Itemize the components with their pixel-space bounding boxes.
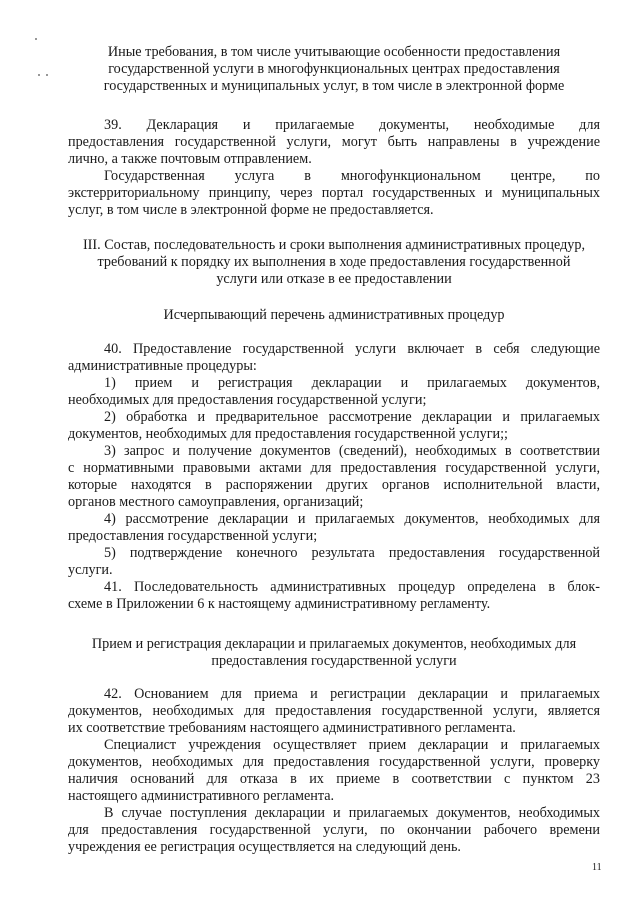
heading-line: III. Состав, последовательность и сроки выполнения административных процедур, xyxy=(82,237,586,253)
heading-line: государственной услуги в многофункциональных центрах предоставления xyxy=(108,61,560,77)
paragraph-line: наличия оснований для отказа в их приеме в соответствии с пунктом 23 xyxy=(68,771,600,787)
list-item-line: документов, необходимых для предоставления государственной услуги;; xyxy=(68,426,509,442)
paragraph-line: их соответствие требованиям настоящего административного регламента. xyxy=(68,720,516,736)
paragraph-line: документов, необходимых для предоставления государственной услуги, является xyxy=(68,703,600,719)
paragraph-line: административные процедуры: xyxy=(68,358,257,374)
list-item-line: 5) подтверждение конечного результата предоставления государственной xyxy=(104,545,600,561)
scan-speck xyxy=(35,38,37,40)
paragraph-line: услуг, в том числе в электронной форме не предоставляется. xyxy=(68,202,434,218)
list-item-line: необходимых для предоставления государственной услуги; xyxy=(68,392,427,408)
heading-line: Прием и регистрация декларации и прилагаемых документов, необходимых для xyxy=(91,636,577,652)
list-item-line: 1) прием и регистрация декларации и прилагаемых документов, xyxy=(104,375,600,391)
list-item-line: услуги. xyxy=(68,562,113,578)
paragraph-line: 41. Последовательность административных процедур определена в блок- xyxy=(104,579,600,595)
paragraph-line: схеме в Приложении 6 к настоящему административному регламенту. xyxy=(68,596,491,612)
paragraph-40-41 xyxy=(68,341,600,613)
paragraph-line: 39. Декларация и прилагаемые документы, необходимые для xyxy=(104,117,600,133)
list-item-line: органов местного самоуправления, организаций; xyxy=(68,494,364,510)
list-item-line: с нормативными правовыми актами для предоставления государственной услуги, xyxy=(68,460,600,476)
scan-speck xyxy=(38,74,40,76)
paragraph-line: для предоставления государственной услуги, по окончании рабочего времени xyxy=(68,822,600,838)
paragraph-line: предоставления государственной услуги, могут быть направлены в учреждение xyxy=(68,134,600,150)
paragraph-line: В случае поступления декларации и прилагаемых документов, необходимых xyxy=(104,805,600,821)
paragraph-line: экстерриториальному принципу, через портал государственных и муниципальных xyxy=(68,185,600,201)
list-item-line: 3) запрос и получение документов (сведений), необходимых в соответствии xyxy=(104,443,600,459)
list-item-line: которые находятся в распоряжении других органов исполнительной власти, xyxy=(68,477,600,493)
heading-line: предоставления государственной услуги xyxy=(211,653,457,669)
heading-line: требований к порядку их выполнения в ходе предоставления государственной xyxy=(97,254,571,270)
paragraph-line: документов, необходимых для предоставления государственной услуги, проверку xyxy=(68,754,600,770)
section-heading-other-requirements xyxy=(68,44,600,95)
paragraph-line: учреждения ее регистрация осуществляется на следующий день. xyxy=(68,839,461,855)
paragraph-line: Специалист учреждения осуществляет прием декларации и прилагаемых xyxy=(104,737,600,753)
paragraph-39 xyxy=(68,117,600,219)
heading-line: государственных и муниципальных услуг, в том числе в электронной форме xyxy=(103,78,565,94)
list-item-line: предоставления государственной услуги; xyxy=(68,528,318,544)
heading-line: Иные требования, в том числе учитывающие особенности предоставления xyxy=(107,44,561,60)
paragraph-line: 40. Предоставление государственной услуги включает в себя следующие xyxy=(104,341,600,357)
section-heading-reception xyxy=(68,636,600,670)
heading-line: услуги или отказе в ее предоставлении xyxy=(216,271,452,287)
paragraph-line: Государственная услуга в многофункциональном центре, по xyxy=(104,168,600,184)
paragraph-line: настоящего административного регламента. xyxy=(68,788,335,804)
paragraph-42 xyxy=(68,686,600,856)
paragraph-line: 42. Основанием для приема и регистрации декларации и прилагаемых xyxy=(104,686,600,702)
page-number: 11 xyxy=(592,862,602,873)
subheading-procedures-list xyxy=(68,307,600,324)
paragraph-line: лично, а также почтовым отправлением. xyxy=(68,151,312,167)
list-item-line: 2) обработка и предварительное рассмотрение декларации и прилагаемых xyxy=(104,409,600,425)
heading-line: Исчерпывающий перечень административных процедур xyxy=(163,307,505,323)
list-item-line: 4) рассмотрение декларации и прилагаемых документов, необходимых для xyxy=(104,511,600,527)
scan-speck xyxy=(46,74,48,76)
section-heading-iii xyxy=(68,237,600,288)
